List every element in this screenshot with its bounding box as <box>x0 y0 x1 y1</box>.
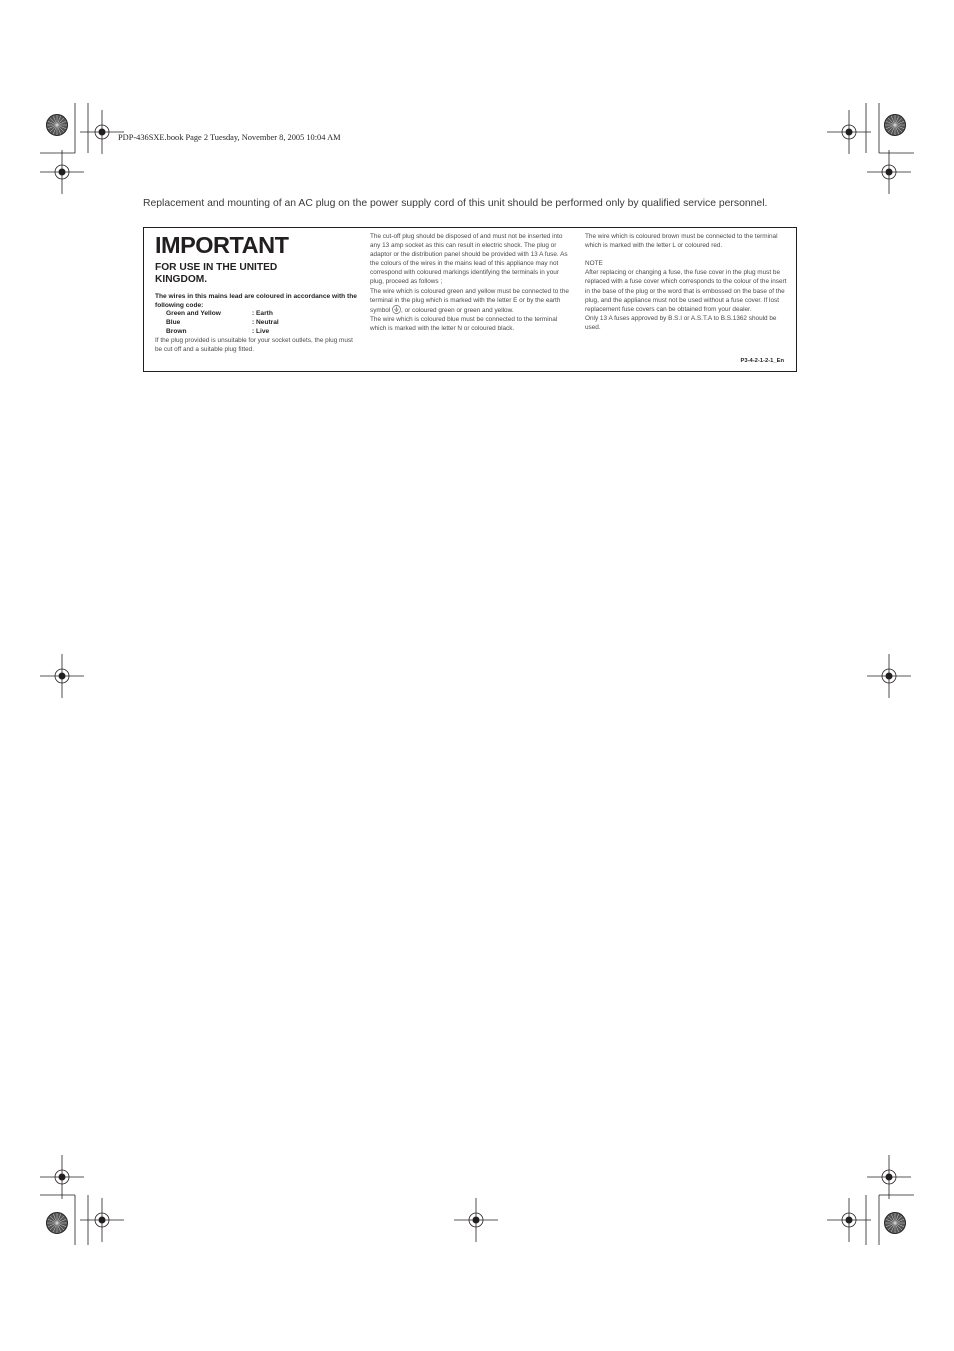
registration-mark-icon <box>40 150 84 194</box>
wire-meaning: : Earth <box>252 310 273 317</box>
green-yellow-paragraph <box>370 287 574 315</box>
green-yellow-text: The wire which is coloured green and yellow must be connected to the terminal in the plug which is marked with the letter E or by the earth symbol <box>370 287 569 314</box>
fuse-approval-paragraph: Only 13 A fuses approved by B.S.I or A.S.T.A to B.S.1362 should be used. <box>585 314 777 331</box>
notice-title: IMPORTANT <box>155 232 289 258</box>
wire-code-intro: The wires in this mains lead are coloured in accordance with the following code: <box>155 293 357 309</box>
wire-color: Green and Yellow <box>166 310 221 317</box>
registration-mark-icon <box>80 110 124 154</box>
star-target-icon <box>47 115 68 136</box>
star-target-icon <box>885 115 906 136</box>
registration-mark-icon <box>80 1198 124 1242</box>
important-notice-box <box>143 227 797 372</box>
registration-mark-icon <box>867 150 911 194</box>
green-yellow-text-end: , or coloured green or green and yellow. <box>401 306 514 314</box>
notice-column-3 <box>585 232 790 332</box>
registration-mark-icon <box>454 1198 498 1242</box>
wire-code-row <box>166 328 279 337</box>
registration-mark-icon <box>827 110 871 154</box>
registration-mark-icon <box>40 1155 84 1199</box>
cutoff-plug-paragraph: The cut-off plug should be disposed of and must not be inserted into any 13 amp socket as this can result in electric shock. The plug or adaptor or the distribution panel should be provided with 13 A fuse. As the colours of the wires in the mains lead of this appliance may not correspond with coloured markings identifying the terminals in your plug, proceed as follows ; <box>370 233 568 286</box>
wire-meaning: : Neutral <box>252 318 279 326</box>
wire-code-row <box>166 319 279 328</box>
registration-mark-icon <box>40 654 84 698</box>
reference-code: P3-4-2-1-2-1_En <box>740 358 784 364</box>
registration-mark-icon <box>867 654 911 698</box>
book-header-line: PDP-436SXE.book Page 2 Tuesday, November 8, 2005 10:04 AM <box>118 133 341 142</box>
star-target-icon <box>885 1213 906 1234</box>
wire-meaning: : Live <box>252 327 270 335</box>
wire-color: Brown <box>166 327 187 335</box>
fuse-cover-paragraph: After replacing or changing a fuse, the fuse cover in the plug must be replaced with a fuse cover which corresponds to the colour of the insert in the base of the plug or the word that is embossed on the base of the plug, and the appliance must not be used without a fuse cover. If lost replacement fuse covers can be obtained from your dealer. <box>585 269 787 313</box>
intro-paragraph: Replacement and mounting of an AC plug on the power supply cord of this unit should be performed only by qualified service personnel. <box>143 198 768 209</box>
note-label: NOTE <box>585 260 603 268</box>
unsuitable-plug-text: If the plug provided is unsuitable for your socket outlets, the plug must be cut off and a suitable plug fitted. <box>155 337 353 354</box>
registration-mark-icon <box>827 1198 871 1242</box>
notice-column-1 <box>155 228 360 355</box>
wire-code-row <box>166 310 279 319</box>
blue-wire-paragraph: The wire which is coloured blue must be connected to the terminal which is marked with the letter N or coloured black. <box>370 315 558 332</box>
notice-column-2 <box>370 232 574 333</box>
wire-color: Blue <box>166 318 181 326</box>
wire-code-table <box>166 310 279 336</box>
registration-mark-icon <box>867 1155 911 1199</box>
earth-symbol-icon <box>392 305 401 314</box>
star-target-icon <box>47 1213 68 1234</box>
notice-subtitle: FOR USE IN THE UNITED KINGDOM. <box>155 262 278 285</box>
brown-wire-paragraph: The wire which is coloured brown must be connected to the terminal which is marked with the letter L or coloured red. <box>585 233 778 250</box>
